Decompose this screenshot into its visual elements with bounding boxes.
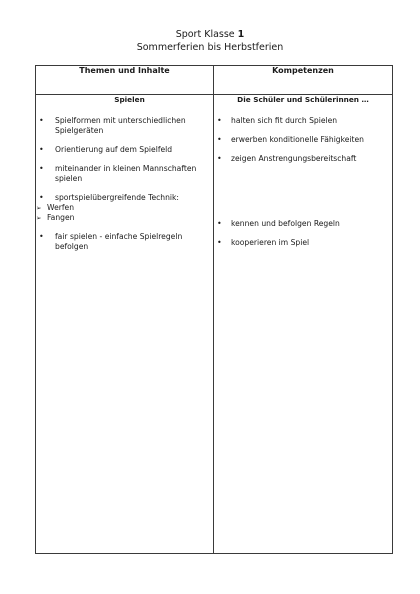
sub-list-item [36, 213, 213, 223]
list-item [214, 219, 392, 229]
sub-item-text: Fangen [47, 213, 75, 222]
bullet-icon: • [217, 154, 222, 163]
bullet-icon: • [39, 232, 44, 241]
item-text: erwerben konditionelle Fähigkeiten [231, 135, 364, 144]
class-number: 1 [237, 29, 245, 40]
list-item [36, 145, 213, 155]
topics-list [36, 116, 213, 252]
item-text: halten sich fit durch Spielen [231, 116, 338, 125]
item-text: kennen und befolgen Regeln [231, 219, 340, 228]
title-text: Sport Klasse [175, 29, 238, 40]
bullet-icon: • [217, 238, 222, 247]
item-text: miteinander in kleinen Mannschaften spielen [55, 164, 197, 183]
bullet-icon: • [217, 219, 222, 228]
competencies-column [214, 95, 393, 554]
header-row [36, 66, 393, 95]
bullet-icon: • [217, 135, 222, 144]
bullet-icon: • [217, 116, 222, 125]
item-text: kooperieren im Spiel [231, 238, 310, 247]
bullet-icon: • [39, 193, 44, 202]
arrow-bullet-icon: ➢ [36, 204, 42, 212]
arrow-bullet-icon: ➢ [36, 214, 42, 222]
item-text: sportspielübergreifende Technik: [55, 193, 179, 202]
list-item [36, 193, 213, 223]
item-text: fair spielen - einfache Spielregeln befolgen [55, 232, 183, 251]
topics-subtitle: Spielen [114, 95, 145, 104]
list-item [36, 164, 213, 184]
topics-column [36, 95, 214, 554]
content-row [36, 95, 393, 554]
header-competencies: Kompetenzen [214, 66, 393, 95]
competencies-list-b [214, 219, 392, 248]
item-text: zeigen Anstrengungsbereitschaft [231, 154, 357, 163]
list-item [214, 154, 392, 164]
item-text: Spielformen mit unterschiedlichen Spielgeräten [55, 116, 186, 135]
list-item [36, 232, 213, 252]
spacer [214, 173, 392, 219]
document-title [0, 28, 420, 54]
bullet-icon: • [39, 116, 44, 125]
list-item [214, 135, 392, 145]
header-topics: Themen und Inhalte [36, 66, 214, 95]
title-line-2: Sommerferien bis Herbstferien [136, 42, 284, 53]
title-line-1 [0, 28, 420, 41]
list-item [214, 116, 392, 126]
curriculum-table [35, 65, 393, 554]
sub-list-item [36, 203, 213, 213]
list-item [36, 116, 213, 136]
item-text: Orientierung auf dem Spielfeld [55, 145, 173, 154]
competencies-list-a [214, 116, 392, 164]
list-item [214, 238, 392, 248]
bullet-icon: • [39, 164, 44, 173]
technique-sublist [36, 203, 213, 223]
sub-item-text: Werfen [47, 203, 75, 212]
bullet-icon: • [39, 145, 44, 154]
competencies-subtitle: Die Schüler und Schülerinnen … [237, 95, 369, 104]
